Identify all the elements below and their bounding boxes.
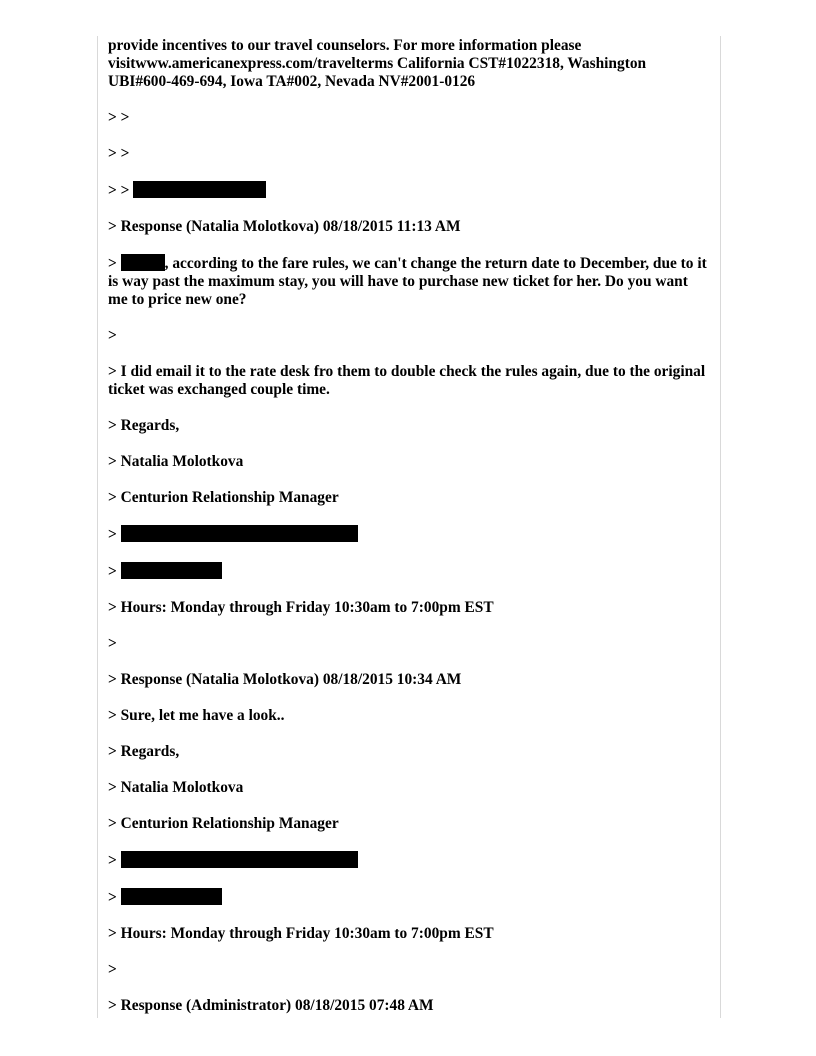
- signature-name: > Natalia Molotkova: [108, 779, 244, 796]
- quote-line: > >: [108, 109, 130, 126]
- response-header: > Response (Natalia Molotkova) 08/18/2015 10:34 AM: [108, 671, 462, 688]
- signature-hours: > Hours: Monday through Friday 10:30am to 7:00pm EST: [108, 925, 494, 942]
- redaction-bar: [121, 525, 358, 542]
- quote-marker: > >: [108, 182, 130, 199]
- redaction-bar: [121, 562, 222, 579]
- signature-name: > Natalia Molotkova: [108, 453, 244, 470]
- response-header: > Response (Natalia Molotkova) 08/18/2015 11:13 AM: [108, 218, 461, 235]
- email-body: [108, 37, 708, 1033]
- signature-title: > Centurion Relationship Manager: [108, 815, 339, 832]
- redaction-bar: [121, 254, 165, 271]
- redaction-bar: [133, 181, 266, 198]
- redaction-bar: [121, 851, 358, 868]
- quote-marker: >: [108, 889, 117, 906]
- quote-marker: >: [108, 526, 117, 543]
- message-paragraph: [108, 254, 708, 309]
- quote-line: >: [108, 635, 117, 652]
- response-header: > Response (Administrator) 08/18/2015 07:48 AM: [108, 997, 434, 1014]
- signature-hours: > Hours: Monday through Friday 10:30am to 7:00pm EST: [108, 599, 494, 616]
- quote-line: > >: [108, 145, 130, 162]
- quote-line-redacted: [108, 181, 708, 200]
- signature-regards: > Regards,: [108, 743, 180, 760]
- quote-marker: >: [108, 852, 117, 869]
- quote-marker: >: [108, 255, 121, 272]
- quote-line: >: [108, 961, 117, 978]
- quote-marker: >: [108, 563, 117, 580]
- disclaimer-text: provide incentives to our travel counselors. For more information please visitwww.americanexpress.com/travelterms California CST#1022318, Washington UBI#600-469-694, Iowa TA#002, Nevada NV#2001-0126: [108, 37, 647, 90]
- redaction-bar: [121, 888, 222, 905]
- message-text: , according to the fare rules, we can't change the return date to December, due to it is way past the maximum stay, you will have to purchase new ticket for her. Do you want me to price new one?: [108, 255, 707, 308]
- quote-line: >: [108, 327, 117, 344]
- signature-regards: > Regards,: [108, 417, 180, 434]
- signature-redacted-line: [108, 562, 708, 581]
- signature-redacted-line: [108, 525, 708, 544]
- signature-title: > Centurion Relationship Manager: [108, 489, 339, 506]
- signature-redacted-line: [108, 888, 708, 907]
- message-paragraph: > Sure, let me have a look..: [108, 707, 285, 724]
- signature-redacted-line: [108, 851, 708, 870]
- message-paragraph: > I did email it to the rate desk fro them to double check the rules again, due to the original ticket was exchanged couple time.: [108, 363, 706, 398]
